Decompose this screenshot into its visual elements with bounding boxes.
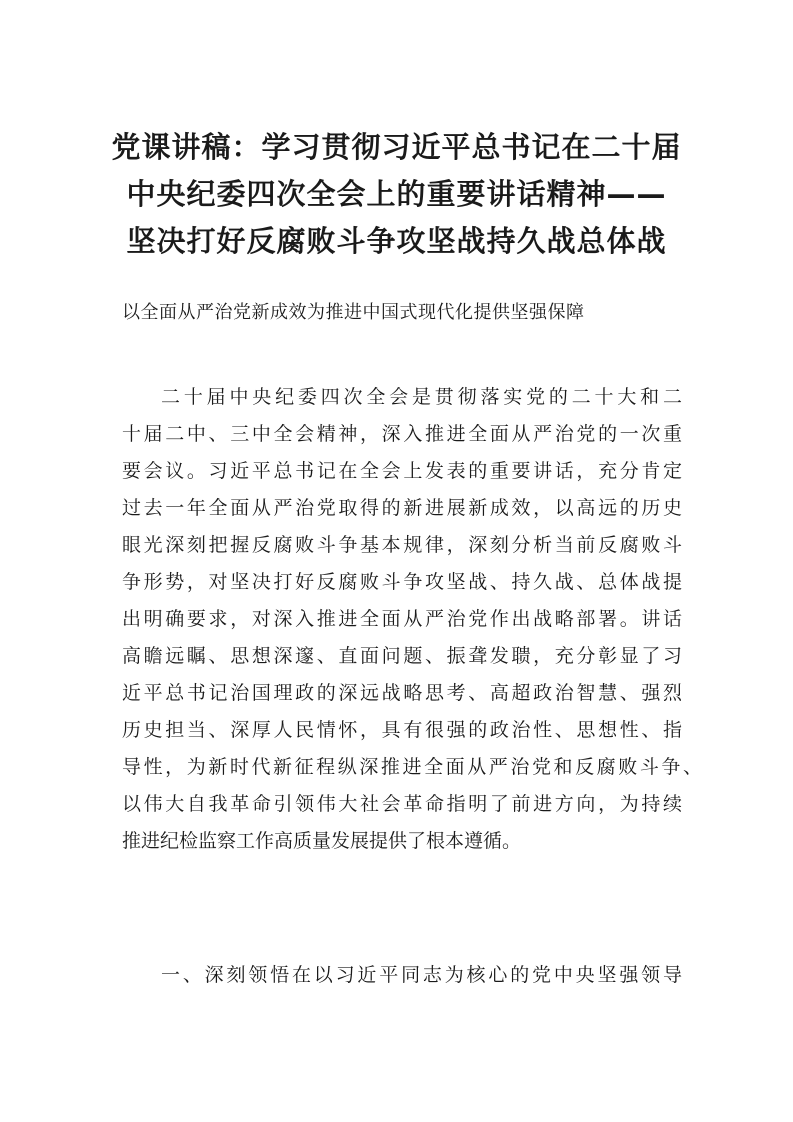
paragraph-line: 二十届中央纪委四次全会是贯彻落实党的二十大和二 xyxy=(161,386,682,408)
paragraph-line: 历史担当、深厚人民情怀，具有很强的政治性、思想性、指 xyxy=(122,719,682,741)
paragraph-line: 眼光深刻把握反腐败斗争基本规律，深刻分析当前反腐败斗 xyxy=(122,534,682,556)
section-heading: 一、深刻领悟在以习近平同志为核心的党中央坚强领导 xyxy=(161,964,682,986)
paragraph-line: 过去一年全面从严治党取得的新进展新成效，以高远的历史 xyxy=(122,497,682,519)
paragraph-line: 以伟大自我革命引领伟大社会革命指明了前进方向，为持续 xyxy=(122,793,682,815)
paragraph-line: 要会议。习近平总书记在全会上发表的重要讲话，充分肯定 xyxy=(122,460,682,482)
paragraph-line: 出明确要求，对深入推进全面从严治党作出战略部署。讲话 xyxy=(122,608,682,630)
paragraph-line: 近平总书记治国理政的深远战略思考、高超政治智慧、强烈 xyxy=(122,682,682,704)
title-line-3: 坚决打好反腐败斗争攻坚战持久战总体战 xyxy=(126,224,667,258)
paragraph-line: 导性，为新时代新征程纵深推进全面从严治党和反腐败斗争、 xyxy=(122,756,702,778)
paragraph-line: 推进纪检监察工作高质量发展提供了根本遵循。 xyxy=(122,830,522,852)
paragraph-line: 争形势，对坚决打好反腐败斗争攻坚战、持久战、总体战提 xyxy=(122,571,682,593)
subtitle: 以全面从严治党新成效为推进中国式现代化提供坚强保障 xyxy=(122,302,585,323)
paragraph-line: 十届二中、三中全会精神，深入推进全面从严治党的一次重 xyxy=(122,423,682,445)
title-line-2: 中央纪委四次全会上的重要讲话精神—— xyxy=(126,177,667,211)
title-line-1: 党课讲稿：学习贯彻习近平总书记在二十届 xyxy=(111,130,682,164)
paragraph-line: 高瞻远瞩、思想深邃、直面问题、振聋发聩，充分彰显了习 xyxy=(122,645,682,667)
